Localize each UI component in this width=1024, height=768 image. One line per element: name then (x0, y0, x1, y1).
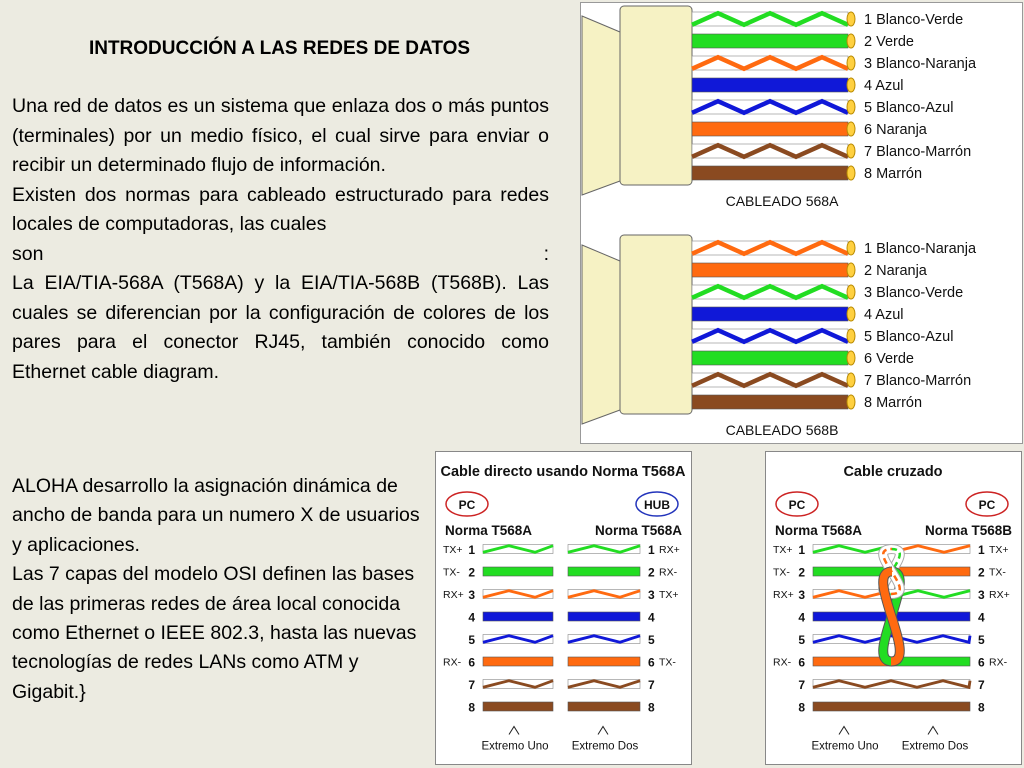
cable_568a-connector-head (620, 6, 692, 185)
cable_568b-wire-label: 2 Naranja (864, 263, 927, 279)
direct-right-pin-number: 2 (648, 565, 655, 580)
direct-left-pin-number: 8 (468, 700, 475, 715)
intro-paragraph-3: La EIA/TIA-568A (T568A) y la EIA/TIA-568B (T568B). Las cuales se diferencian por la configuración de colores de los pares para el conector RJ45, también conocido como Ethernet cable diagram. (12, 272, 549, 383)
cable_568a-wire-label: 4 Azul (864, 78, 904, 94)
cable_568b-title: CABLEADO 568B (725, 422, 839, 438)
direct-left-pin-number: 7 (468, 678, 475, 692)
crossed-right-pin-number: 7 (978, 678, 985, 692)
cable_568a-wire (692, 100, 848, 114)
crossed-left-signal: RX- (773, 656, 792, 669)
direct-left-wire (483, 702, 553, 711)
cable_568a-wire-label: 3 Blanco-Naranja (864, 56, 977, 72)
cable_568b-wire (692, 395, 848, 409)
direct-left-pin-number: 5 (468, 633, 475, 647)
cable_568b-pin (847, 307, 855, 321)
crossed-right-device: PC (978, 498, 996, 512)
cable_568b-wire-label: 5 Blanco-Azul (864, 329, 954, 345)
crossed-left-pin-number: 3 (798, 588, 805, 602)
cable_568b-wire-label: 7 Blanco-Marrón (864, 373, 972, 389)
cable_568a-title: CABLEADO 568A (725, 193, 839, 209)
direct-right-signal: RX+ (659, 544, 680, 556)
cable_568b-wire (692, 329, 848, 343)
crossed-left-device: PC (788, 498, 806, 512)
direct-right-pin-number: 5 (648, 633, 655, 647)
intro-text (12, 92, 549, 387)
cable_568a-wire (692, 12, 848, 26)
direct-right-wire (568, 612, 640, 621)
direct-right-wire (568, 567, 640, 576)
crossed-wire (813, 635, 970, 644)
straight-cable-diagram (435, 451, 692, 765)
cable_568a-wire (692, 144, 848, 158)
direct-right-wire (568, 545, 640, 554)
cable_568b-pin (847, 241, 855, 255)
cable_568b-wire-label: 1 Blanco-Naranja (864, 241, 977, 257)
cable_568a-pin (847, 144, 855, 158)
cable_568a-wire (692, 56, 848, 70)
direct-right-wire (568, 657, 640, 666)
cable_568b-connector-head (620, 235, 692, 414)
cable_568b-wire (692, 263, 848, 277)
cable_568a-wire-label: 2 Verde (864, 34, 914, 50)
crossed-end-left: Extremo Uno (811, 740, 879, 753)
crossed-left-signal: TX+ (773, 544, 793, 556)
crossed-left-pin-number: 2 (798, 565, 805, 580)
crossed-right-pin-number: 3 (978, 588, 985, 602)
direct-left-pin-number: 6 (468, 655, 475, 670)
crossed-right-signal: TX- (989, 566, 1006, 579)
cable_568b-pin (847, 263, 855, 277)
direct-right-norm: Norma T568A (594, 523, 682, 538)
intro-son-word: son (12, 242, 44, 265)
intro-paragraph-2-end (12, 240, 549, 270)
direct-right-wire (568, 680, 640, 689)
crossed-right-norm: Norma T568B (924, 523, 1012, 538)
cable_568b-wire-label: 3 Blanco-Verde (864, 285, 964, 301)
direct-left-pin-number: 3 (468, 588, 475, 602)
intro-colon: : (543, 242, 549, 265)
direct-right-signal: TX+ (659, 589, 679, 601)
crossed-left-wire (813, 567, 891, 576)
crossed-title: Cable cruzado (843, 464, 943, 480)
crossed-left-signal: RX+ (773, 589, 794, 601)
direct-left-wire (483, 567, 553, 576)
direct-left-signal: RX- (443, 656, 462, 669)
direct-right-signal: RX- (659, 566, 678, 579)
cable_568b-wire (692, 285, 848, 299)
direct-right-wire (568, 702, 640, 711)
direct-right-pin-number: 4 (648, 610, 655, 625)
intro-paragraph-1: Una red de datos es un sistema que enlaza dos o más puntos (terminales) por un medio físico, el cual sirve para enviar o recibir un determinado flujo de información. (12, 95, 549, 176)
direct-left-pin-number: 1 (468, 543, 475, 557)
direct-right-pin-number: 1 (648, 543, 655, 557)
cable-standards-diagram (580, 2, 1023, 444)
direct-left-signal: RX+ (443, 589, 464, 601)
direct-right-signal: TX- (659, 656, 676, 669)
cable_568a-pin (847, 166, 855, 180)
direct-right-pin-number: 8 (648, 700, 655, 715)
crossed-right-wire (892, 657, 970, 666)
aloha-text (12, 472, 422, 707)
cable_568a-pin (847, 122, 855, 136)
direct-right-wire (568, 635, 640, 644)
crossed-left-pin-number: 1 (798, 543, 805, 557)
crossed-left-pin-number: 5 (798, 633, 805, 647)
crossed-left-norm: Norma T568A (775, 523, 863, 538)
cable_568a-connector-body (582, 16, 620, 195)
cable_568a-wire-label: 6 Naranja (864, 122, 927, 138)
direct-right-pin-number: 7 (648, 678, 655, 692)
direct-left-wire (483, 545, 553, 554)
direct-left-wire (483, 657, 553, 666)
cable_568b-wire (692, 351, 848, 365)
crossed-right-pin-number: 1 (978, 543, 985, 557)
cable_568a-pin (847, 12, 855, 26)
direct-left-wire (483, 680, 553, 689)
cable_568b-block (582, 235, 977, 438)
direct-right-pin-number: 3 (648, 588, 655, 602)
crossed-wire (813, 680, 970, 689)
crossed-right-signal: RX- (989, 656, 1008, 669)
cable_568a-wire-label: 5 Blanco-Azul (864, 100, 954, 116)
cable_568a-wire-label: 8 Marrón (864, 166, 923, 182)
direct-end-left: Extremo Uno (481, 740, 549, 753)
cable_568b-wire-label: 8 Marrón (864, 395, 923, 411)
direct-left-device: PC (458, 498, 476, 512)
cable_568a-pin (847, 34, 855, 48)
cable_568a-wire (692, 166, 848, 180)
direct-left-wire (483, 612, 553, 621)
crossed-right-pin-number: 8 (978, 700, 985, 715)
cable_568b-wire (692, 307, 848, 321)
cable_568a-pin (847, 56, 855, 70)
crossed-right-pin-number: 6 (978, 655, 985, 670)
aloha-paragraph-2: Las 7 capas del modelo OSI definen las bases de las primeras redes de área local conocida como Ethernet o IEEE 802.3, hasta las nuevas tecnologías de redes LANs como ATM y Gigabit.} (12, 563, 417, 703)
cable_568a-wire (692, 78, 848, 92)
direct-right-wire (568, 590, 640, 599)
crossed-right-pin-number: 5 (978, 633, 985, 647)
crossed-wire (813, 702, 970, 711)
cable_568a-wire-label: 7 Blanco-Marrón (864, 144, 972, 160)
cable_568b-wire-label: 6 Verde (864, 351, 914, 367)
cable_568b-pin (847, 351, 855, 365)
direct-left-pin-number: 4 (468, 610, 475, 625)
crossed-right-pin-number: 4 (978, 610, 985, 625)
cable_568b-wire (692, 241, 848, 255)
crossed-left-pin-number: 4 (798, 610, 805, 625)
crossed-left-signal: TX- (773, 566, 790, 579)
page-title: INTRODUCCIÓN A LAS REDES DE DATOS (88, 38, 471, 59)
cable_568a-pin (847, 100, 855, 114)
aloha-paragraph-1: ALOHA desarrollo la asignación dinámica de ancho de banda para un numero X de usuarios y aplicaciones. (12, 475, 420, 556)
crossed-right-wire (892, 567, 970, 576)
cable_568b-wire (692, 373, 848, 387)
direct-left-norm: Norma T568A (445, 523, 533, 538)
cable_568a-wire (692, 34, 848, 48)
direct-left-signal: TX+ (443, 544, 463, 556)
cable_568a-wire (692, 122, 848, 136)
cable_568a-pin (847, 78, 855, 92)
crossed-left-pin-number: 8 (798, 700, 805, 715)
cable_568a-wire-label: 1 Blanco-Verde (864, 12, 964, 28)
direct-right-pin-number: 6 (648, 655, 655, 670)
crossed-left-pin-number: 6 (798, 655, 805, 670)
crossover-cable-diagram (765, 451, 1022, 765)
direct-title: Cable directo usando Norma T568A (440, 464, 686, 480)
direct-end-right: Extremo Dos (571, 740, 639, 753)
crossed-left-wire (813, 657, 891, 666)
crossed-left-pin-number: 7 (798, 678, 805, 692)
direct-left-wire (483, 590, 553, 599)
cable_568b-wire-label: 4 Azul (864, 307, 904, 323)
crossed-right-pin-number: 2 (978, 565, 985, 580)
crossed-end-right: Extremo Dos (901, 740, 969, 753)
intro-paragraph-2: Existen dos normas para cableado estructurado para redes locales de computadoras, las cuales (12, 183, 549, 235)
direct-left-pin-number: 2 (468, 565, 475, 580)
cable_568b-connector-body (582, 245, 620, 424)
direct-left-wire (483, 635, 553, 644)
cable_568b-pin (847, 285, 855, 299)
direct-left-signal: TX- (443, 566, 460, 579)
crossed-right-signal: RX+ (989, 589, 1010, 601)
crossed-right-signal: TX+ (989, 544, 1009, 556)
cable_568b-pin (847, 395, 855, 409)
direct-right-device: HUB (644, 498, 670, 512)
cable_568b-pin (847, 329, 855, 343)
cable_568b-pin (847, 373, 855, 387)
